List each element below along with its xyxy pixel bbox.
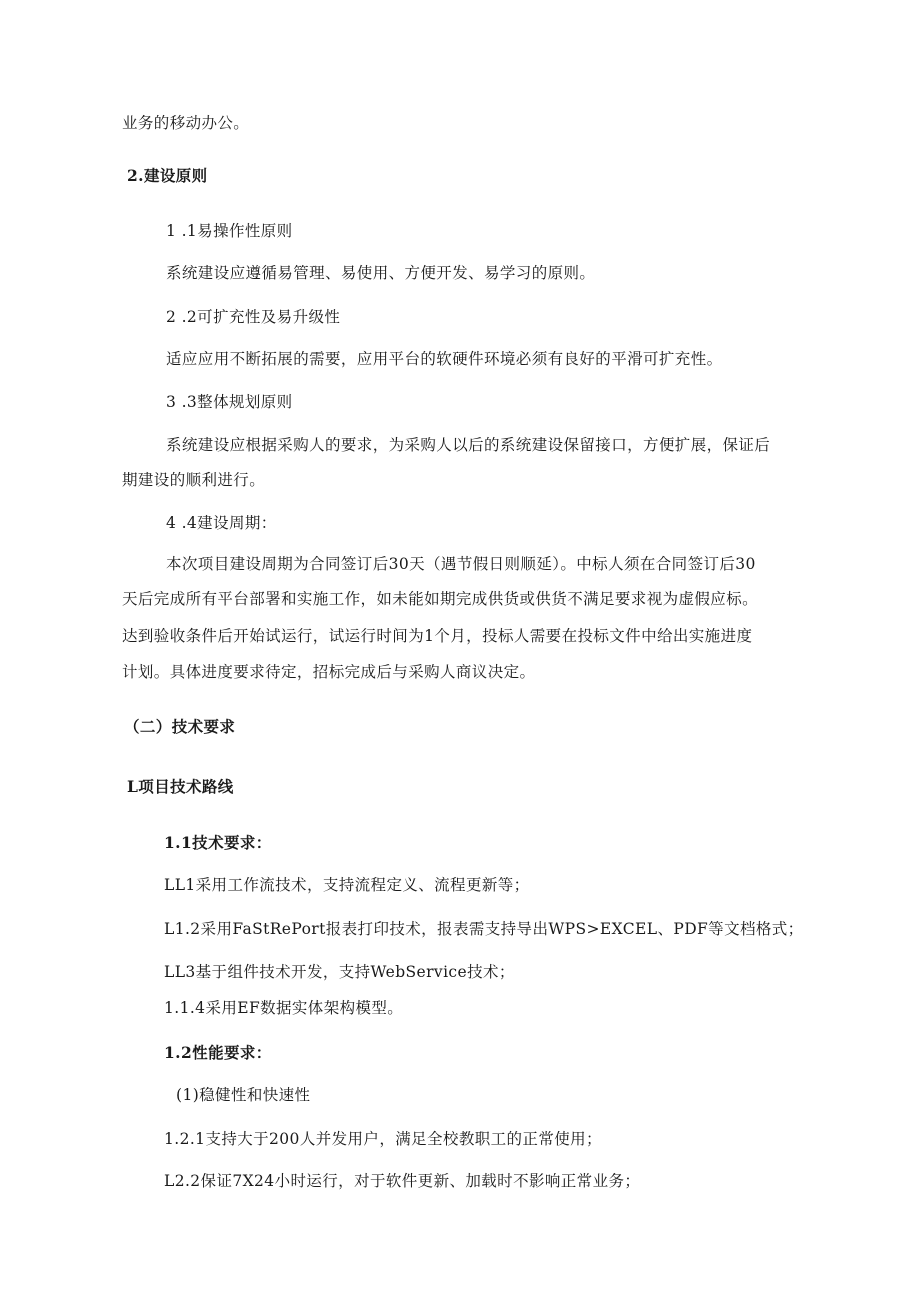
list-item: L1.2采用FaStRePort报表打印技术，报表需支持导出WPS>EXCEL、PDF等文档格式；: [164, 920, 804, 938]
list-item: 1.2.1支持大于200人并发用户，满足全校教职工的正常使用；: [164, 1130, 602, 1148]
subsection-heading: 1.2性能要求：: [164, 1043, 272, 1062]
subsection-heading: 1.1技术要求：: [164, 833, 272, 852]
section-heading: 2.建设原则: [127, 166, 208, 185]
paragraph-line: 本次项目建设周期为合同签订后30天（遇节假日则顺延）。中标人须在合同签订后30: [166, 555, 756, 573]
subsection-heading: 2 .2可扩充性及易升级性: [166, 308, 341, 326]
paragraph-line: 计划。具体进度要求待定，招标完成后与采购人商议决定。: [122, 663, 536, 681]
list-item: 1.1.4采用EF数据实体架构模型。: [164, 999, 404, 1017]
paragraph-line: 天后完成所有平台部署和实施工作，如未能如期完成供货或供货不满足要求视为虚假应标。: [122, 590, 759, 608]
paragraph-line: 期建设的顺利进行。: [122, 471, 266, 489]
paragraph-line: 业务的移动办公。: [122, 114, 250, 132]
list-item: (1)稳健性和快速性: [176, 1086, 311, 1104]
subsection-heading: 1 .1易操作性原则: [166, 222, 293, 240]
section-heading: L项目技术路线: [127, 777, 234, 796]
list-item: L2.2保证7X24小时运行，对于软件更新、加载时不影响正常业务；: [164, 1172, 641, 1190]
section-heading: （二）技术要求: [124, 717, 236, 736]
paragraph-line: 系统建设应根据采购人的要求，为采购人以后的系统建设保留接口，方便扩展，保证后: [166, 436, 771, 454]
list-item: LL1采用工作流技术，支持流程定义、流程更新等；: [164, 876, 530, 894]
list-item: LL3基于组件技术开发，支持WebService技术；: [164, 963, 515, 981]
paragraph-line: 系统建设应遵循易管理、易使用、方便开发、易学习的原则。: [166, 264, 596, 282]
subsection-heading: 3 .3整体规划原则: [166, 393, 293, 411]
subsection-heading: 4 .4建设周期：: [166, 514, 277, 532]
paragraph-line: 达到验收条件后开始试运行，试运行时间为1个月，投标人需要在投标文件中给出实施进度: [122, 627, 753, 645]
paragraph-line: 适应应用不断拓展的需要，应用平台的软硬件环境必须有良好的平滑可扩充性。: [166, 350, 723, 368]
